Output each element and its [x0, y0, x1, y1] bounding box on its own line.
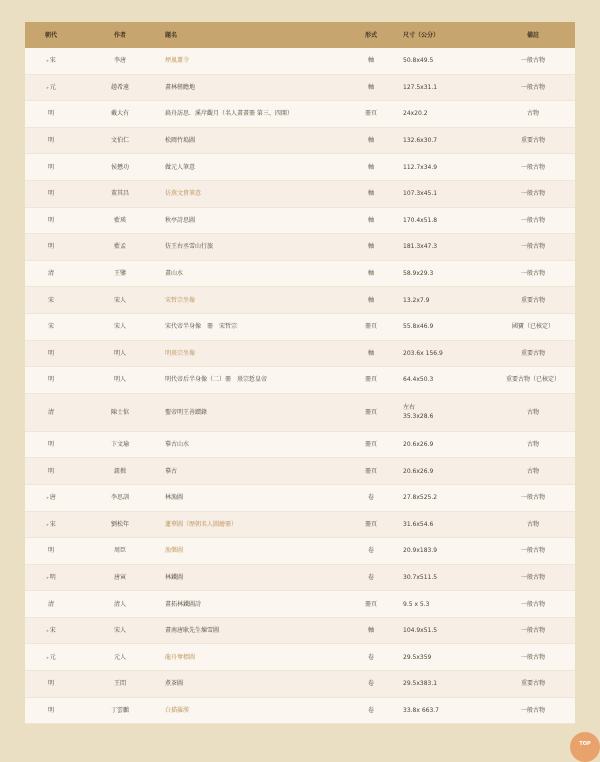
cell-author: 清人 [113, 600, 126, 608]
era-text: 明 [47, 680, 54, 688]
cell-size: 20.9x183.9 [403, 547, 438, 555]
header-size: 尺寸（公分） [403, 31, 440, 39]
cell-title-link[interactable]: 龍舟奪標圖 [165, 653, 196, 661]
cell-author: 文伯仁 [110, 137, 129, 145]
era-text: 元 [49, 653, 56, 661]
cell-author: 戴大有 [110, 110, 129, 118]
era-text: 明 [47, 441, 54, 449]
cell-form: 卷 [367, 494, 374, 502]
cell-form: 軸 [367, 216, 374, 224]
cell-note: 古物 [526, 441, 539, 449]
cell-author: 唐寅 [113, 573, 126, 581]
cell-note: 重要古物 [520, 137, 545, 145]
back-to-top-button[interactable]: TOP [570, 732, 600, 762]
cell-title: 明代帝后半身像（二）冊 熹宗悊皇帝 [165, 376, 268, 384]
table-row [25, 698, 575, 725]
table-row [25, 75, 575, 102]
cell-form: 軸 [367, 243, 374, 251]
header-era: 朝代 [44, 31, 57, 39]
cell-form: 冊頁 [364, 467, 377, 475]
cell-size: 132.6x30.7 [403, 137, 438, 145]
cell-note: 國寶（已核定） [511, 323, 554, 331]
cell-size: 29.5x383.1 [403, 680, 438, 688]
table-row [25, 181, 575, 208]
cell-author: 王問 [113, 680, 126, 688]
cell-note: 重要古物（已核定） [505, 376, 560, 384]
cell-era [25, 349, 77, 358]
cell-note: 重要古物 [520, 349, 545, 357]
cell-author: 王鑒 [113, 270, 126, 278]
cell-size: 104.9x51.5 [403, 627, 438, 635]
expand-marker-icon[interactable]: » [46, 495, 49, 501]
cell-era [25, 109, 77, 118]
cell-author: 明人 [113, 349, 126, 357]
cell-form: 冊頁 [364, 323, 377, 331]
cell-title-link[interactable]: 仿燕文貴筆意 [165, 190, 202, 198]
expand-marker-icon[interactable]: » [46, 654, 49, 660]
cell-note: 一般古物 [520, 57, 545, 65]
cell-era [25, 440, 77, 449]
cell-form: 軸 [367, 296, 374, 304]
table-row [25, 644, 575, 671]
table-row [25, 512, 575, 539]
cell-author: 鈕揖 [113, 467, 126, 475]
cell-form: 軸 [367, 137, 374, 145]
header-title: 題名 [165, 31, 178, 39]
era-text: 明 [47, 190, 54, 198]
cell-size: 30.7x511.5 [403, 573, 438, 581]
table-row [25, 208, 575, 235]
cell-size: 20.6x26.9 [403, 467, 434, 475]
cell-title: 扁舟訪思．溪岸觀月（名人畫畫冊 第三、四開） [165, 110, 293, 118]
cell-form: 冊頁 [364, 520, 377, 528]
cell-note: 一般古物 [520, 270, 545, 278]
cell-form: 軸 [367, 349, 374, 357]
cell-author: 明人 [113, 376, 126, 384]
cell-author: 宋人 [113, 323, 126, 331]
cell-era [25, 546, 77, 555]
expand-marker-icon[interactable]: » [46, 521, 49, 527]
table-row [25, 287, 575, 314]
era-text: 明 [47, 137, 54, 145]
cell-era [25, 573, 77, 582]
cell-era [25, 163, 77, 172]
era-text: 清 [47, 600, 54, 608]
table-row [25, 565, 575, 592]
table-row [25, 101, 575, 128]
cell-era [25, 322, 77, 331]
cell-size: 31.6x54.6 [403, 520, 434, 528]
era-text: 明 [47, 349, 54, 357]
cell-author: 趙希遠 [110, 83, 129, 91]
table-row [25, 394, 575, 432]
cell-author: 董其昌 [110, 190, 129, 198]
cell-form: 卷 [367, 706, 374, 714]
cell-note: 重要古物 [520, 296, 545, 304]
cell-note: 一般古物 [520, 547, 545, 555]
cell-form: 卷 [367, 573, 374, 581]
header-form: 形式 [364, 31, 377, 39]
cell-author: 宋人 [113, 296, 126, 304]
size-line: 35.3x28.6 [403, 413, 434, 421]
cell-title: 聖帝明王善蹟錄 [165, 408, 208, 416]
table-row [25, 314, 575, 341]
cell-title-link[interactable]: 明熹宗坐像 [165, 349, 196, 357]
cell-form: 軸 [367, 163, 374, 171]
era-text: 宋 [49, 520, 56, 528]
cell-title: 秋亭詩思圖 [165, 216, 196, 224]
cell-note: 一般古物 [520, 243, 545, 251]
cell-note: 一般古物 [520, 216, 545, 224]
cell-size: 127.5x31.1 [403, 83, 438, 91]
era-text: 明 [47, 547, 54, 555]
cell-size: 20.6x26.9 [403, 441, 434, 449]
cell-form: 卷 [367, 653, 374, 661]
cell-title-link[interactable]: 白描羅漢 [165, 706, 190, 714]
era-text: 明 [47, 243, 54, 251]
cell-note: 古物 [526, 520, 539, 528]
cell-note: 一般古物 [520, 190, 545, 198]
cell-author: 宋人 [113, 627, 126, 635]
cell-form: 冊頁 [364, 408, 377, 416]
cell-title: 摹古山水 [165, 441, 190, 449]
era-text: 明 [47, 467, 54, 475]
cell-era [25, 56, 77, 65]
cell-form: 軸 [367, 83, 374, 91]
cell-era [25, 269, 77, 278]
cell-era [25, 189, 77, 198]
table-row [25, 128, 575, 155]
cell-era [25, 706, 77, 715]
cell-size: 170.4x51.8 [403, 216, 438, 224]
era-text: 明 [47, 706, 54, 714]
table-row [25, 671, 575, 698]
era-text: 明 [49, 573, 56, 581]
cell-form: 冊頁 [364, 110, 377, 118]
table-row [25, 154, 575, 181]
table-row [25, 341, 575, 368]
cell-form: 冊頁 [364, 600, 377, 608]
cell-form: 軸 [367, 190, 374, 198]
cell-title-link[interactable]: 漁樂圖 [165, 547, 184, 555]
cell-form: 冊頁 [364, 376, 377, 384]
cell-era [25, 242, 77, 251]
header-note: 備註 [526, 31, 539, 39]
cell-title: 煮茶圖 [165, 680, 184, 688]
cell-era [25, 408, 77, 417]
expand-marker-icon[interactable]: » [46, 574, 49, 580]
era-text: 清 [47, 408, 54, 416]
era-text: 唐 [49, 494, 56, 502]
table-row [25, 485, 575, 512]
table-row [25, 261, 575, 288]
cell-era [25, 136, 77, 145]
table-row [25, 591, 575, 618]
cell-size: 181.3x47.3 [403, 243, 438, 251]
era-text: 宋 [47, 296, 54, 304]
cell-title: 仿王右丞雪山行旅 [165, 243, 214, 251]
cell-author: 李思訓 [110, 494, 129, 502]
cell-note: 一般古物 [520, 573, 545, 581]
cell-note: 重要古物 [520, 680, 545, 688]
cell-author: 藍瑛 [113, 216, 126, 224]
cell-author: 李唐 [113, 57, 126, 65]
cell-size: 33.8x 663.7 [403, 706, 439, 714]
cell-author: 藍孟 [113, 243, 126, 251]
cell-note: 一般古物 [520, 494, 545, 502]
cell-title: 畫山水 [165, 270, 184, 278]
cell-form: 軸 [367, 57, 374, 65]
cell-form: 軸 [367, 627, 374, 635]
cell-author: 周臣 [113, 547, 126, 555]
cell-title: 松岡竹塢圖 [165, 137, 196, 145]
cell-era [25, 83, 77, 92]
cell-era [25, 520, 77, 529]
cell-note: 一般古物 [520, 627, 545, 635]
cell-size: 9.5 x 5.3 [403, 600, 430, 608]
era-text: 明 [47, 216, 54, 224]
cell-size [399, 403, 491, 421]
cell-size: 107.3x45.1 [403, 190, 438, 198]
cell-size: 50.8x49.5 [403, 57, 434, 65]
table-row [25, 367, 575, 394]
cell-title: 林漁圖 [165, 494, 184, 502]
cell-note: 古物 [526, 110, 539, 118]
era-text: 宋 [47, 323, 54, 331]
cell-title: 畫林巒瞻地 [165, 83, 196, 91]
cell-author: 卞文瑜 [110, 441, 129, 449]
cell-title: 畫拓林鐵圖詩 [165, 600, 202, 608]
header-author: 作者 [113, 31, 126, 39]
table-row [25, 234, 575, 261]
cell-author: 劉松年 [110, 520, 129, 528]
cell-size: 64.4x50.3 [403, 376, 434, 384]
cell-era [25, 600, 77, 609]
cell-note: 古物 [526, 408, 539, 416]
cell-size: 24x20.2 [403, 110, 428, 118]
era-text: 明 [47, 163, 54, 171]
cell-author: 侯懋功 [110, 163, 129, 171]
cell-form: 冊頁 [364, 441, 377, 449]
cell-era [25, 216, 77, 225]
cell-size: 27.8x525.2 [403, 494, 438, 502]
artwork-table [25, 22, 575, 724]
expand-marker-icon[interactable]: » [46, 628, 49, 634]
cell-size: 203.6x 156.9 [403, 349, 443, 357]
cell-title: 摹古 [165, 467, 178, 475]
cell-form: 卷 [367, 547, 374, 555]
era-text: 明 [47, 376, 54, 384]
cell-note: 古物 [526, 467, 539, 475]
cell-form: 軸 [367, 270, 374, 278]
cell-title-link[interactable]: 煙嵐蕭寺 [165, 57, 190, 65]
table-row [25, 432, 575, 459]
cell-form: 卷 [367, 680, 374, 688]
era-text: 宋 [49, 57, 56, 65]
cell-era [25, 679, 77, 688]
cell-size: 29.5x359 [403, 653, 432, 661]
era-text: 明 [47, 110, 54, 118]
era-text: 清 [47, 270, 54, 278]
size-line: 左右 [403, 404, 416, 412]
cell-era [25, 296, 77, 305]
cell-note: 一般古物 [520, 83, 545, 91]
cell-era [25, 493, 77, 502]
table-row [25, 458, 575, 485]
cell-note: 一般古物 [520, 706, 545, 714]
cell-title-link[interactable]: 宋哲宗坐像 [165, 296, 196, 304]
cell-title: 畫南唐耿先生煉雪圖 [165, 627, 220, 635]
cell-size: 112.7x34.9 [403, 163, 438, 171]
table-row [25, 48, 575, 75]
cell-size: 58.9x29.3 [403, 270, 434, 278]
cell-note: 一般古物 [520, 600, 545, 608]
era-text: 元 [49, 83, 56, 91]
cell-note: 一般古物 [520, 163, 545, 171]
cell-author: 元人 [113, 653, 126, 661]
cell-era [25, 467, 77, 476]
era-text: 宋 [49, 627, 56, 635]
table-row [25, 618, 575, 645]
cell-size: 55.8x46.9 [403, 323, 434, 331]
cell-title: 宋代帝半身像 冊 宋哲宗 [165, 323, 238, 331]
cell-author: 丁雲鵬 [110, 706, 129, 714]
table-row [25, 538, 575, 565]
cell-era [25, 375, 77, 384]
cell-title: 做元人筆意 [165, 163, 196, 171]
cell-title: 林鐵圖 [165, 573, 184, 581]
cell-era [25, 626, 77, 635]
table-body [25, 48, 575, 724]
expand-marker-icon[interactable]: » [46, 84, 49, 90]
cell-note: 一般古物 [520, 653, 545, 661]
expand-marker-icon[interactable]: » [46, 58, 49, 64]
cell-size: 13.2x7.9 [403, 296, 430, 304]
table-header [25, 22, 575, 48]
cell-author: 陳士倌 [110, 408, 129, 416]
cell-era [25, 653, 77, 662]
cell-title-link[interactable]: 蓮華圖（歷朝名人圖繪冊） [165, 520, 238, 528]
